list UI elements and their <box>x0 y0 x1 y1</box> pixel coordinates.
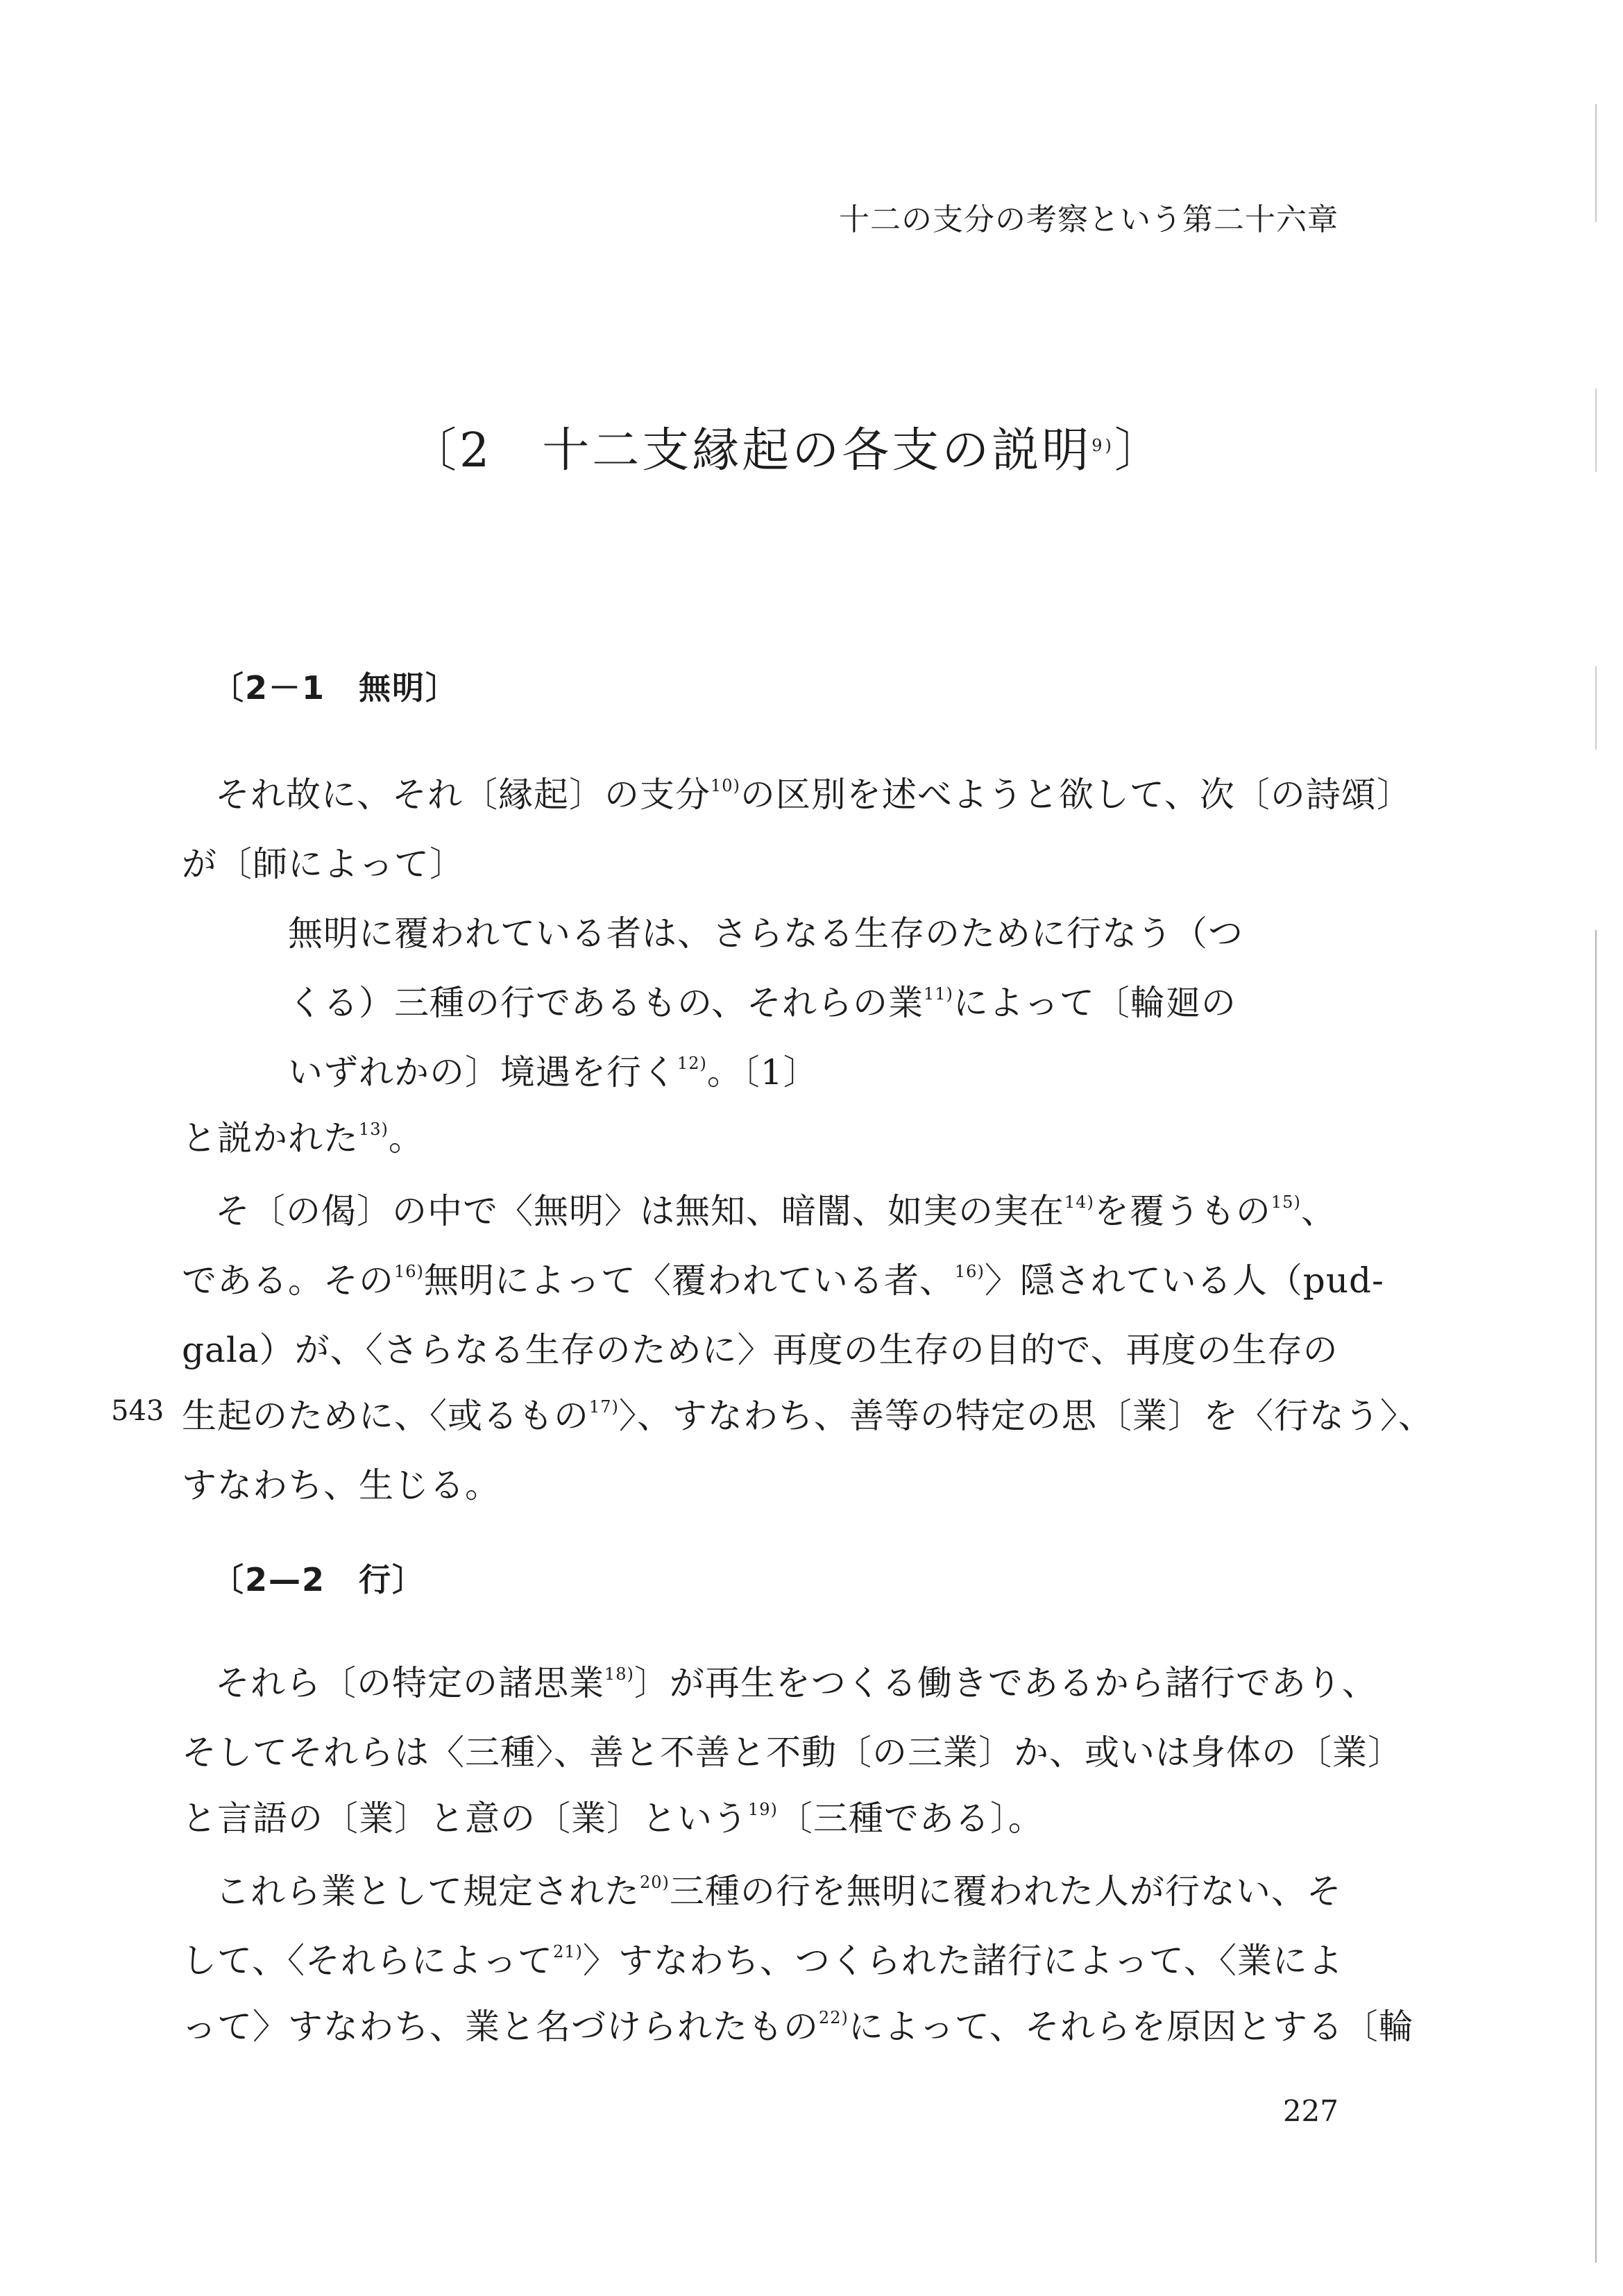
page-number: 227 <box>1282 2094 1339 2128</box>
running-header: 十二の支分の考察という第二十六章 <box>839 202 1339 237</box>
text-line: すなわち、生じる。 <box>182 1465 500 1505</box>
scan-edge-mark <box>1595 389 1597 472</box>
text-line: それら〔の特定の諸思業$^{18)}$〕が再生をつくる働きであるから諸行であり、 <box>215 1663 1377 1703</box>
scan-edge-mark <box>1595 104 1597 222</box>
verse-line: 無明に覆われている者は、さらなる生存のために行なう（つ <box>288 913 1243 954</box>
text-line: である。その$^{16)}$無明によって〈覆われている者、$^{16)}$〉隠されている人（pud- <box>182 1260 1384 1301</box>
text-line: して、〈それらによって$^{21)}$〉すなわち、つくられた諸行によって、〈業によ <box>182 1941 1343 1981</box>
section-heading-mumyo: 〔2－1 無明〕 <box>212 669 459 707</box>
verse-line: いずれかの〕境遇を行く$^{12)}$。〔1〕 <box>288 1052 819 1092</box>
section-heading-gyo: 〔2—2 行〕 <box>212 1561 426 1598</box>
text-line: gala）が、〈さらなる生存のために〉再度の生存の目的で、再度の生存の <box>182 1330 1339 1370</box>
margin-number: 543 <box>111 1395 164 1427</box>
text-line: そしてそれらは〈三種〉、善と不善と不動〔の三業〕か、或いは身体の〔業〕 <box>182 1732 1403 1773</box>
scan-edge-mark <box>1595 666 1597 750</box>
text-line: と言語の〔業〕と意の〔業〕という$^{19)}$〔三種である〕。 <box>182 1798 1044 1839</box>
text-line: 生起のために、〈或るもの$^{17)}$〉、すなわち、善等の特定の思〔業〕を〈行なう〉、 <box>182 1396 1434 1436</box>
text-line: これら業として規定された$^{20)}$三種の行を無明に覆われた人が行ない、そ <box>215 1871 1342 1911</box>
verse-line: くる）三種の行であるもの、それらの業$^{11)}$によって〔輪廻の <box>288 983 1237 1023</box>
text-line: そ〔の偈〕の中で〈無明〉は無知、暗闇、如実の実在$^{14)}$を覆うもの$^{15)}$、 <box>215 1191 1336 1231</box>
text-line: って〉すなわち、業と名づけられたもの$^{22)}$によって、それらを原因とする〔輪 <box>182 2007 1414 2047</box>
text-line: が〔師によって〕 <box>182 844 465 884</box>
chapter-title: 〔2 十二支縁起の各支の説明$^{9)}$〕 <box>409 423 1164 478</box>
text-line: それ故に、それ〔縁起〕の支分$^{10)}$の区別を述べようと欲して、次〔の詩頌〕 <box>215 775 1412 815</box>
text-line: と説かれた$^{13)}$。 <box>182 1118 424 1158</box>
scan-edge-mark <box>1595 930 1597 2263</box>
